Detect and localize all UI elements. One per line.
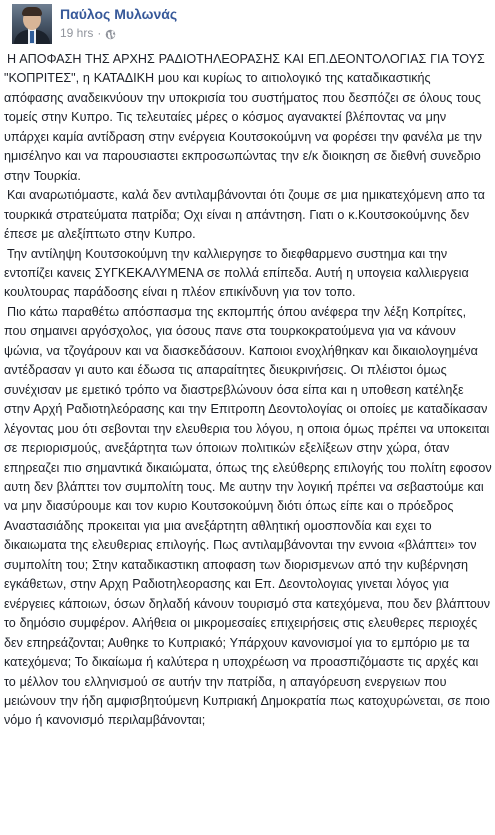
author-name[interactable]: Παύλος Μυλωνάς bbox=[60, 6, 178, 22]
avatar-tie bbox=[30, 31, 34, 43]
post-meta bbox=[60, 4, 177, 41]
avatar-hair bbox=[22, 7, 42, 16]
post-header bbox=[12, 4, 177, 48]
meta-separator: · bbox=[97, 26, 102, 40]
post-paragraph: Την αντίληψη Κουτσοκούμνη την καλλιεργησε το διεφθαρμενο συστημα και την εντοπίζει κανεις ΣΥΓΚΕΚΑΛΥΜΕΝΑ σε πολλά επίπεδα. Αυτή η υπογεια καλλιεργεια κουλτουρας παράδοσης είναι η πλέον επικίνδυνη για τον τοπο. bbox=[4, 246, 469, 300]
post-paragraph: Η ΑΠΟΦΑΣΗ ΤΗΣ ΑΡΧΗΣ ΡΑΔΙΟΤΗΛΕΟΡΑΣΗΣ ΚΑΙ ΕΠ.ΔΕΟΝΤΟΛΟΓΙΑΣ ΓΙΑ ΤΟΥΣ "ΚΟΠΡΙΤΕΣ", η ΚΑΤΑΔΙΚΗ μου και κυρίως το αιτιολογικό της καταδικαστικής απόφασης αναδεικνύουν την υποκρισία του συστήματος που δεσπόζει σε όλους τους τομείς στην Κυπρο. Τις τελευταίες μέρες ο κόσμος αγανακτεί βλέποντας να μην υπάρχει καμία αντίδραση στην ενέργεια Κουτσοκούμνη να φορέσει την φανέλα με την ημισέληνο και να παρουσιαστει εκπροσωπώντας την ε/κ διοικηση σε διεθνή συνεδριο στην Τουρκία. bbox=[4, 52, 485, 183]
post-paragraph: Και αναρωτιόμαστε, καλά δεν αντιλαμβάνονται ότι ζουμε σε μια ημικατεχόμενη απο τα τουρκικά στρατεύματα πατρίδα; Οχι είναι η απάντηση. Γιατι ο κ.Κουτσοκούμνης δεν έπεσε με αλεξίπτωτο στην Κυπρο. bbox=[4, 188, 485, 242]
post-subline bbox=[60, 25, 177, 41]
post-timestamp[interactable]: 19 hrs bbox=[60, 26, 94, 40]
post-content bbox=[4, 50, 492, 731]
globe-icon[interactable] bbox=[105, 28, 116, 39]
post-paragraph: Πιο κάτω παραθέτω απόσπασμα της εκπομπής όπου ανέφερα την λέξη Κοπρίτες, που σημαινει αργόσχολος, για όσους πανε στα τουρκοκρατούμενα για να κάνουν ψώνια, να τζογάρουν και να διασκεδάσουν. Καποιοι ενοχλήθηκαν και δικαιολογημένα αντέδρασαν γι αυτο και έδωσα τις απαραίτητες διευκρινήσεις. Οι πλέιστοι όμως συνέχισαν με εμετικό τρόπο να διαστρεβλώνουν όσα είπα και η υποθεση κατέληξε στην Αρχή Ραδιοτηλεόρασης και την Επιτροπη Δεοντολογίας οι οποίες με καταδίκασαν λέγοντας μου ότι σεβονται την ελευθερια του λόγου, η οποια όμως πρέπει να υποκειται σε περιορισμούς, ανεξάρτητα των όποιων πολιτικών εξελίξεων στην χώρα, όταν επηρεαζει πιο σημαντικά δικαιώματα, όπως της ελεύθερης επιλογής του πολίτη εφοσον αυτη δεν βλάπτει τον συμπολίτη τους. Με αυτην την λογική πρέπει να σεβαστούμε και να μην διασύρουμε και τον κυριο Κουτσοκούμνη διότι όπως είπε και ο πρόεδρος Αναστασιάδης προκειται για μια ανεξάρτητη αθλητική ομοσπονδία και εχει το δικαιωματα της ελευθεριας επιλογής. Πως αντιλαμβάνονται την εννοια «βλάπτει» τον συμπολίτη του; Στην καταδικαστικη αποφαση των διορισμενων από την κυβέρνηση εγκάθετων, στην Αρχη Ραδιοτηλεορασης και Επ. Δεοντολογιας γινεται λόγος για ενέργειες κάποιων, όσων δηλαδή κάνουν τουρισμό στα κατεχόμενα, που δεν βλάπτουν το δημόσιο συμφέρον. Αλήθεια οι μικρομεσαίες επιχειρήσεις στις ελευθερες περιοχές δεν επηρεάζονται; Αυθηκε το Κυπριακό; Υπάρχουν κανονισμοί για το εμπόριο με τα κατεχόμενα; Το δικαίωμα ή καλύτερα η υποχρέωση να προασπιζόμαστε τις αρχές και το μέλλον του ελληνισμού σε αυτήν την πατρίδα, η απαγόρευση ενεργειων που μειώνουν την ήδη αμφισβητούμενη Κυπριακή Δημοκρατία πως κατοχυρώνεται, σε ποιο νόμο ή κανονισμό περιλαμβάνονται; bbox=[4, 304, 492, 728]
avatar[interactable] bbox=[12, 4, 52, 44]
